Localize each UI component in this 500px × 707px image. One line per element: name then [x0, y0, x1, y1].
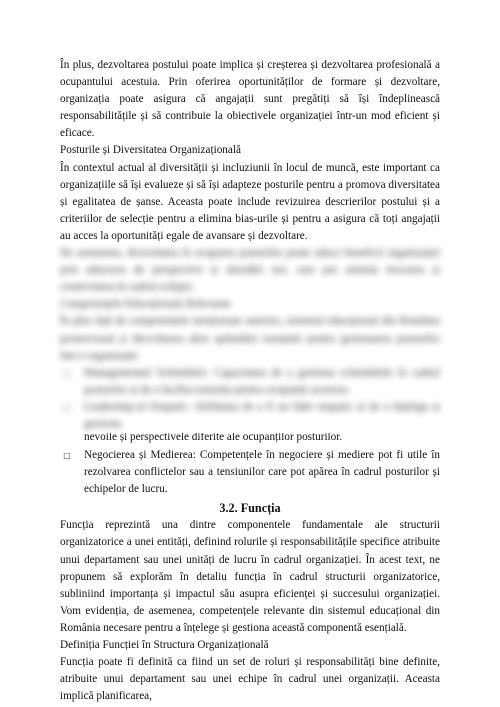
bullet-text: Managementul Schimbării: Capacitatea de a gestiona schimbările în cadrul posturilor și de a facilita tranziția pentru ocupanții acestora.	[84, 366, 440, 396]
bullet-square-icon: □	[63, 402, 71, 412]
section-title: 3.2. Funcția	[219, 501, 281, 516]
blurred-paragraph: De asemenea, diversitatea în ocuparea posturilor poate aduce beneficii organizației prin aducerea de perspective și abordări noi, care pot stimula inovarea și creativitatea în cadrul echipei.	[60, 247, 440, 294]
list-item	[60, 399, 440, 433]
blurred-intro: În plus față de competențele menționate anterior, sistemul educațional din România promovează și dezvoltarea altor aptitudini esențiale pentru gestionarea posturilor într-o organizație:	[60, 315, 440, 362]
bullet-text: Negocierea și Medierea: Competențele în negociere și mediere pot fi utile în rezolvarea conflictelor sau a tensiunilor care pot apărea în cadrul posturilor și echipelor de lucru.	[84, 449, 440, 496]
list-item	[60, 447, 440, 498]
blurred-heading: Competențele Educaționale Relevante	[60, 298, 231, 311]
bullet-square-icon: □	[63, 451, 71, 461]
bullet-square-icon: □	[63, 368, 71, 378]
bullet-text: Leadership-ul Empatic: Abilitatea de a fi un lider empatic și de a înțelege și gestiona	[84, 400, 440, 430]
definition-paragraph: Funcția poate fi definită ca fiind un set de roluri și responsabilități bine definite, atribuite unui departament sau unei echipe în cadrul unei organizații. Aceasta implică planificarea,	[60, 656, 440, 703]
blurred-region	[60, 245, 440, 433]
bullet-list	[60, 447, 440, 498]
intro-paragraph: În plus, dezvoltarea postului poate implica și creșterea și dezvoltarea profesională a ocupantului acestuia. Prin oferirea oportunităților de formare și dezvoltare, organizația poate asigura că angajații sunt pregătiți să își îndeplinească responsabilitățile și să contribuie la obiectivele organizației într-un mod eficient și eficace.	[60, 59, 440, 140]
function-paragraph: Funcția reprezintă una dintre componentele fundamentale ale structurii organizatorice a unei entități, definind rolurile și responsabilitățile specifice atribuite unui departament sau unei unități de lucru în cadrul organizației. În acest text, ne propunem să explorăm în detaliu funcția în cadrul structurii organizatorice, subliniind importanța și impactul său asupra eficienței și succesului organizației. Vom evidenția, de asemenea, competențele relevante din sistemul educațional din România necesare pentru a înțelege și gestiona această componentă esențială.	[60, 519, 440, 634]
partial-bullet-line	[60, 433, 440, 447]
partial-line-text: nevoile și perspectivele diferite ale ocupanților posturilor.	[84, 433, 343, 444]
heading-definition: Definiția Funcției în Structura Organizațională	[60, 639, 269, 651]
heading-diversity: Posturile și Diversitatea Organizațională	[60, 144, 241, 157]
blurred-bullet-list	[60, 365, 440, 433]
diversity-paragraph: În contextul actual al diversității și incluziunii în locul de muncă, este important ca organizațiile să își evalueze și să își adapteze posturile pentru a promova diversitatea și egalitatea de șanse. Aceasta poate include revizuirea descrierilor postului și a criteriilor de selecție pentru a elimina bias-urile și pentru a asigura că toți angajații au acces la oportunități egale de avansare și dezvoltare.	[60, 161, 440, 242]
list-item	[60, 365, 440, 399]
